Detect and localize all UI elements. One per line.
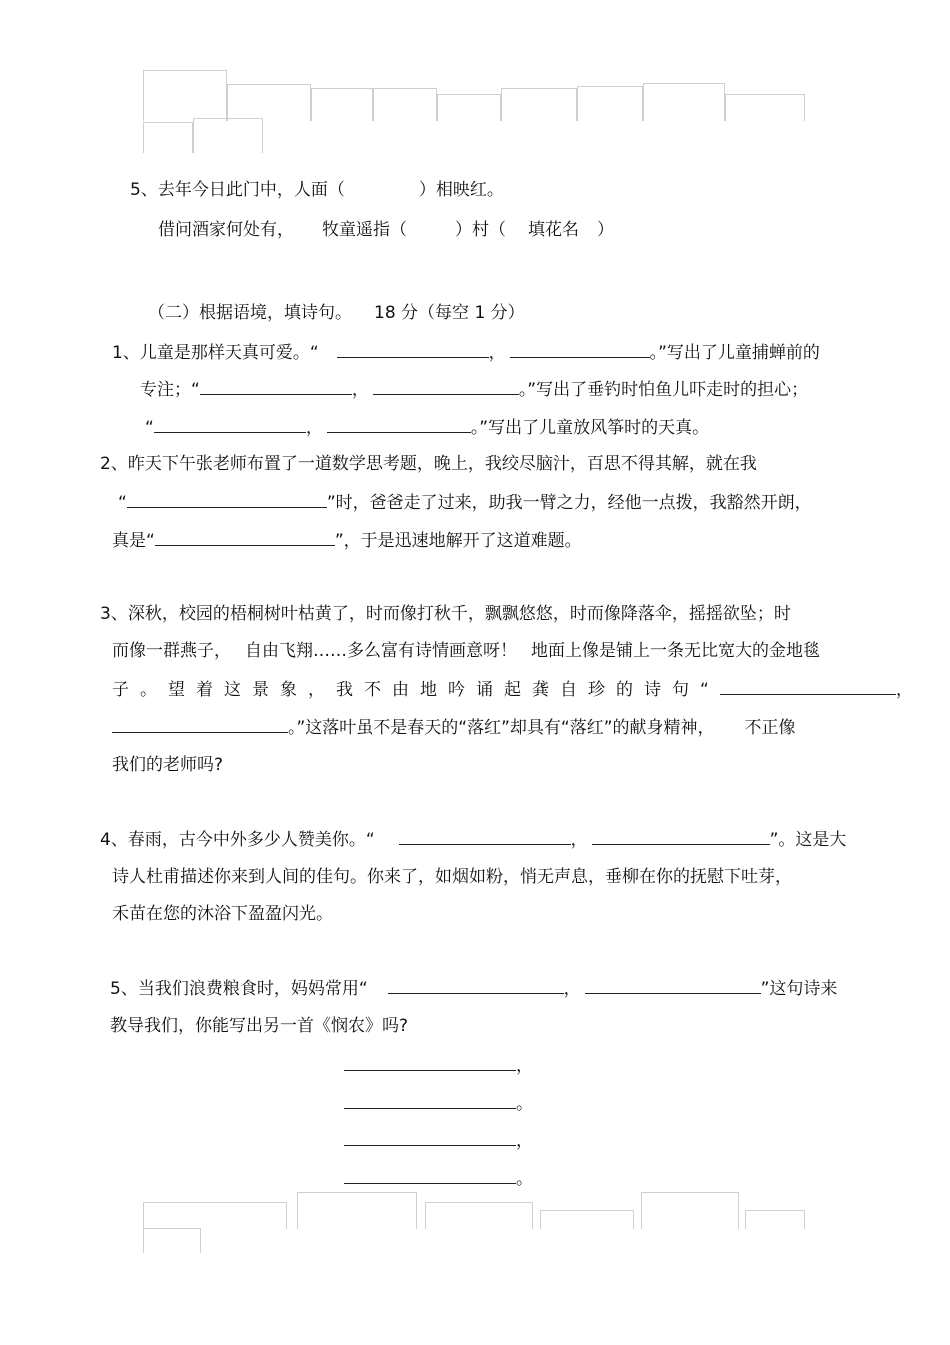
q4-line3 (112, 903, 333, 925)
q4-line2 (112, 866, 792, 888)
text: ”这句诗来 (760, 979, 838, 999)
answer-blank[interactable] (399, 828, 571, 845)
answer-blank[interactable] (344, 1092, 516, 1109)
table-cell (425, 1202, 533, 1229)
text: ， (305, 418, 323, 438)
answer-blank[interactable] (592, 828, 770, 845)
answer-blank[interactable] (344, 1129, 516, 1146)
text: 2、昨天下午张老师布置了一道数学思考题，晚上，我绞尽脑汁，百思不得其解，就在我 (100, 454, 757, 474)
answer-blank[interactable] (510, 341, 650, 358)
answer-blank[interactable] (337, 341, 489, 358)
text: ”，于是迅速地解开了这道难题。 (334, 531, 582, 551)
table-cell (373, 88, 437, 121)
text: 子。望着这景象，我不由地吟诵起龚自珍的诗句“ (112, 680, 720, 700)
text: “ (145, 418, 154, 438)
table-cell (540, 1210, 634, 1229)
text: ） (597, 220, 614, 240)
answer-blank[interactable] (112, 716, 288, 733)
text: 5、去年今日此门中，人面（ (130, 180, 345, 200)
q5-top-line2 (158, 219, 614, 241)
answer-blank[interactable] (373, 378, 519, 395)
q5-line2 (110, 1015, 408, 1037)
text: 4、春雨，古今中外多少人赞美你。“ (100, 830, 375, 850)
answer-blank[interactable] (155, 529, 335, 546)
poem-line-1 (344, 1054, 533, 1077)
table-cell (745, 1210, 805, 1229)
q2-line2 (118, 491, 812, 514)
poem-line-2 (344, 1092, 533, 1115)
text: 专注；“ (140, 380, 200, 400)
answer-blank[interactable] (154, 416, 306, 433)
text: ）相映红。 (418, 180, 504, 200)
table-cell (311, 88, 373, 121)
table-cell (143, 70, 227, 121)
q1-line1 (112, 341, 820, 364)
text: 而像一群燕子， (112, 641, 231, 661)
table-cell (143, 122, 193, 153)
text: ）村（ (455, 220, 506, 240)
q5-line1 (110, 977, 837, 1000)
table-cell (143, 1228, 201, 1253)
text: 禾苗在您的沐浴下盈盈闪光。 (112, 904, 333, 924)
table-cell (143, 1202, 287, 1229)
table-cell (501, 88, 577, 121)
table-cell (641, 1192, 739, 1229)
text: 。”这落叶虽不是春天的“落红”却具有“落红”的献身精神， (288, 718, 715, 738)
section2-heading (148, 302, 525, 324)
text: ， (516, 1056, 533, 1076)
text: 。”写出了垂钓时怕鱼儿吓走时的担心； (518, 380, 809, 400)
text: 真是“ (112, 531, 155, 551)
text: ， (351, 380, 369, 400)
text: 。”写出了儿童捕蝉前的 (649, 343, 820, 363)
table-cell (577, 86, 643, 121)
heading-text: （二）根据语境，填诗句。 (148, 303, 352, 323)
table-cell (437, 94, 501, 121)
table-cell (725, 94, 805, 121)
text: ， (563, 979, 581, 999)
q1-line3 (145, 416, 709, 439)
text: ， (570, 830, 588, 850)
poem-line-4 (344, 1167, 533, 1190)
text: 地面上像是铺上一条无比宽大的金地毯 (531, 641, 820, 661)
text: ， (516, 1131, 533, 1151)
text: 1、儿童是那样天真可爱。“ (112, 343, 319, 363)
text: 借问酒家何处有， (158, 220, 294, 240)
q3-line3 (112, 678, 913, 701)
answer-blank[interactable] (388, 977, 564, 994)
q2-line3 (112, 529, 582, 552)
q4-line1 (100, 828, 846, 851)
text: ”。这是大 (769, 830, 847, 850)
q5-top-line1 (130, 179, 504, 201)
score-text: 18 分（每空 1 分） (374, 303, 525, 323)
text: 。”写出了儿童放风筝时的天真。 (470, 418, 710, 438)
q3-line2 (112, 640, 820, 662)
text: 不正像 (744, 718, 796, 738)
text: 我们的老师吗? (112, 755, 224, 775)
q2-line1 (100, 453, 757, 475)
text: 。 (516, 1094, 533, 1114)
text: 自由飞翔……多么富有诗情画意呀！ (245, 641, 517, 661)
text: 。 (516, 1169, 533, 1189)
q1-line2 (140, 378, 808, 401)
q3-line4 (112, 716, 796, 739)
text: 填花名 (528, 220, 579, 240)
answer-blank[interactable] (200, 378, 352, 395)
text: 3、深秋，校园的梧桐树叶枯黄了，时而像打秋千，飘飘悠悠，时而像降落伞，摇摇欲坠；时 (100, 604, 791, 624)
table-cell (193, 118, 263, 153)
table-cell (643, 83, 725, 121)
q3-line5 (112, 754, 223, 776)
poem-line-3 (344, 1129, 533, 1152)
answer-blank[interactable] (327, 416, 471, 433)
text: 牧童遥指（ (322, 220, 407, 240)
table-cell (297, 1192, 417, 1229)
answer-blank[interactable] (585, 977, 761, 994)
q3-line1 (100, 603, 791, 625)
answer-blank[interactable] (127, 491, 327, 508)
text: 5、当我们浪费粮食时，妈妈常用“ (110, 979, 368, 999)
text: 教导我们，你能写出另一首《悯农》吗? (110, 1016, 409, 1036)
table-cell (227, 84, 311, 121)
text: ”时，爸爸走了过来，助我一臂之力，经他一点拨，我豁然开朗， (326, 493, 812, 513)
text: “ (118, 493, 127, 513)
text: ， (895, 680, 913, 700)
answer-blank[interactable] (720, 678, 896, 695)
answer-blank[interactable] (344, 1167, 516, 1184)
text: 诗人杜甫描述你来到人间的佳句。你来了，如烟如粉，悄无声息，垂柳在你的抚慰下吐芽， (112, 867, 792, 887)
answer-blank[interactable] (344, 1054, 516, 1071)
text: ， (488, 343, 506, 363)
